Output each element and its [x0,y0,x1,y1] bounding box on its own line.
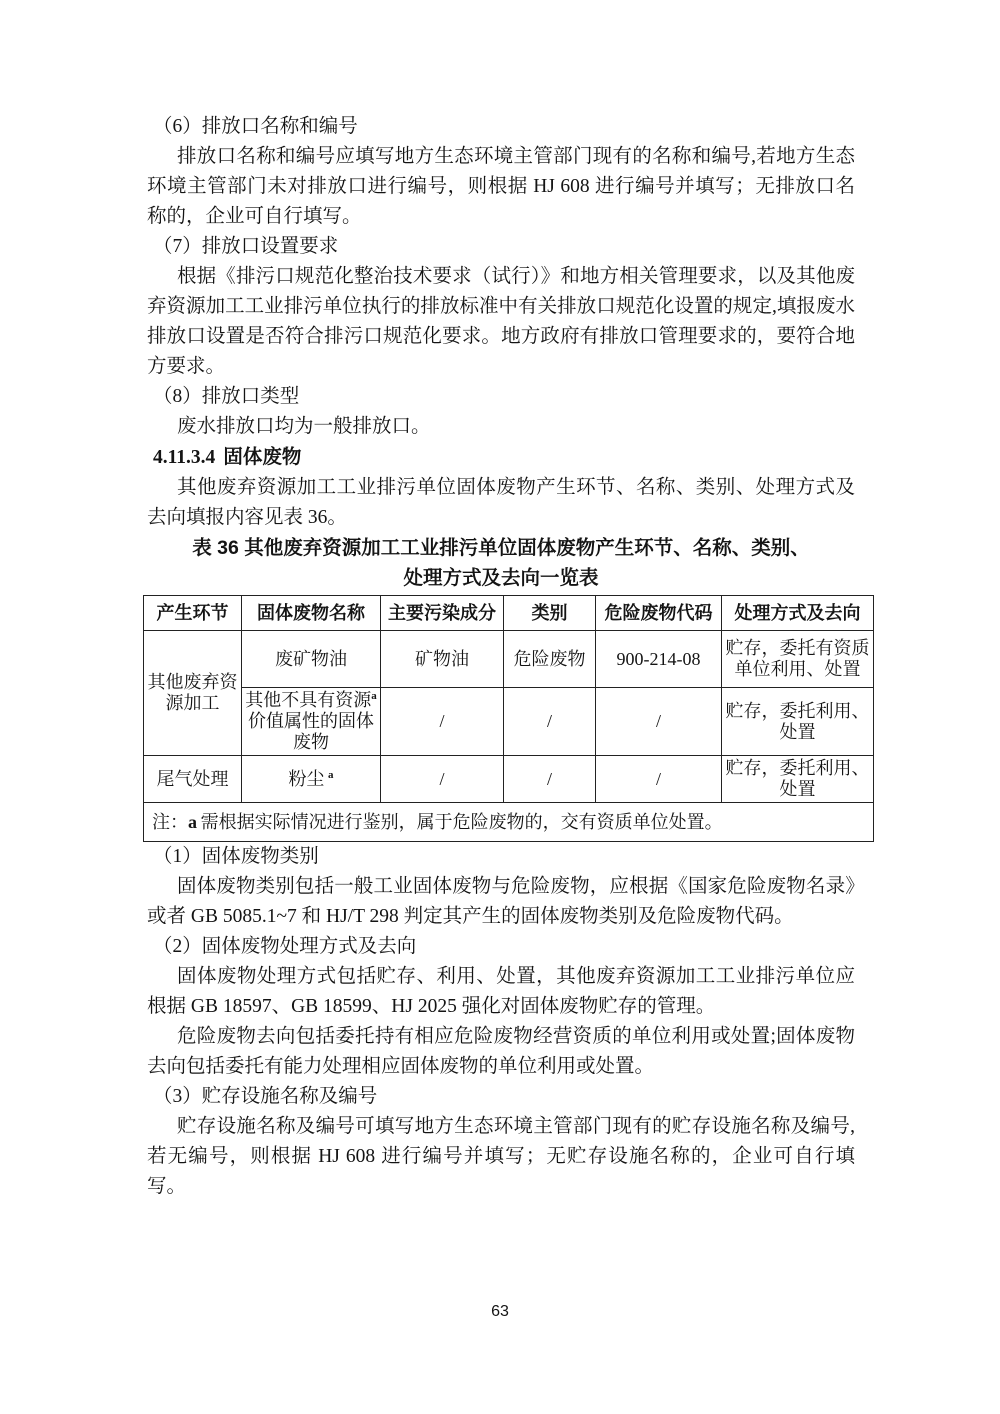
note-prefix: 注： [152,811,188,832]
footnote-marker: a [371,690,377,702]
page-content [147,112,870,1202]
item-1-body: 固体废物类别包括一般工业固体废物与危险废物，应根据《国家危险废物名录》或者 GB 5085.1~7 和 HJ/T 298 判定其产生的固体废物类别及危险废物代码。 [147,876,855,927]
cell-stage-processing: 其他废弃资源加工 [144,631,242,756]
item-7-body: 根据《排污口规范化整治技术要求（试行）》和地方相关管理要求，以及其他废弃资源加工工业排污单位执行的排放标准中有关排放口规范化设置的规定,填报废水排放口设置是否符合排污口规范化要求。地方政府有排放口管理要求的，要符合地方要求。 [147,266,855,377]
col-header-hazard-code: 危险废物代码 [596,596,722,631]
item-8-heading: （8）排放口类型 [153,386,300,407]
section-heading [147,442,855,473]
table-row [144,631,874,688]
waste-name-text: 其他不具有资源 [245,690,372,710]
note-text: 需根据实际情况进行鉴别，属于危险废物的，交有资质单位处置。 [200,811,723,832]
note-marker: a [188,811,197,832]
cell-pollutant: / [381,688,504,756]
section-title: 固体废物 [223,446,302,468]
col-header-category: 类别 [504,596,596,631]
cell-category: / [504,688,596,756]
section-intro: 其他废弃资源加工工业排污单位固体废物产生环节、名称、类别、处理方式及去向填报内容见表 36。 [147,477,855,528]
cell-category: / [504,756,596,803]
table-note [144,803,874,842]
cell-hazard-code: 900-214-08 [596,631,722,688]
cell-pollutant: / [381,756,504,803]
item-6-heading: （6）排放口名称和编号 [153,116,358,137]
cell-waste-name [242,688,381,756]
cell-disposal: 贮存，委托利用、处置 [722,688,874,756]
waste-name-text: 粉尘 [288,768,325,789]
item-2-body-1: 固体废物处理方式包括贮存、利用、处置，其他废弃资源加工工业排污单位应根据 GB 18597、GB 18599、HJ 2025 强化对固体废物贮存的管理。 [147,966,855,1017]
page-number: 63 [491,1303,509,1320]
item-7-heading: （7）排放口设置要求 [153,236,339,257]
col-header-waste-name: 固体废物名称 [242,596,381,631]
table-caption-line1: 表 36 其他废弃资源加工工业排污单位固体废物产生环节、名称、类别、 [192,537,810,559]
table-header-row [144,596,874,631]
item-3-heading: （3）贮存设施名称及编号 [153,1086,378,1107]
table-caption-line2: 处理方式及去向一览表 [403,567,599,589]
table-row [144,688,874,756]
cell-pollutant: 矿物油 [381,631,504,688]
cell-hazard-code: / [596,688,722,756]
section-number: 4.11.3.4 [153,447,216,468]
item-2-heading: （2）固体废物处理方式及去向 [153,936,417,957]
col-header-stage: 产生环节 [144,596,242,631]
waste-name-text: 价值属性的固体废物 [248,711,374,752]
cell-waste-name: 废矿物油 [242,631,381,688]
item-1-heading: （1）固体废物类别 [153,846,319,867]
cell-waste-name [242,756,381,803]
col-header-disposal: 处理方式及去向 [722,596,874,631]
table-note-row [144,803,874,842]
item-6-body: 排放口名称和编号应填写地方生态环境主管部门现有的名称和编号,若地方生态环境主管部门未对排放口进行编号，则根据 HJ 608 进行编号并填写；无排放口名称的，企业可自行填写。 [147,146,855,227]
col-header-pollutant: 主要污染成分 [381,596,504,631]
item-2-body-2: 危险废物去向包括委托持有相应危险废物经营资质的单位利用或处置;固体废物去向包括委托有能力处理相应固体废物的单位利用或处置。 [147,1026,855,1077]
cell-hazard-code: / [596,756,722,803]
item-3-body: 贮存设施名称及编号可填写地方生态环境主管部门现有的贮存设施名称及编号,若无编号，则根据 HJ 608 进行编号并填写；无贮存设施名称的，企业可自行填写。 [147,1116,855,1197]
cell-category: 危险废物 [504,631,596,688]
solid-waste-table [143,595,874,842]
item-8-body: 废水排放口均为一般排放口。 [177,416,431,437]
cell-disposal: 贮存，委托利用、处置 [722,756,874,803]
footnote-marker: a [328,768,334,781]
cell-stage-exhaust: 尾气处理 [144,756,242,803]
cell-disposal: 贮存，委托有资质单位利用、处置 [722,631,874,688]
table-row [144,756,874,803]
